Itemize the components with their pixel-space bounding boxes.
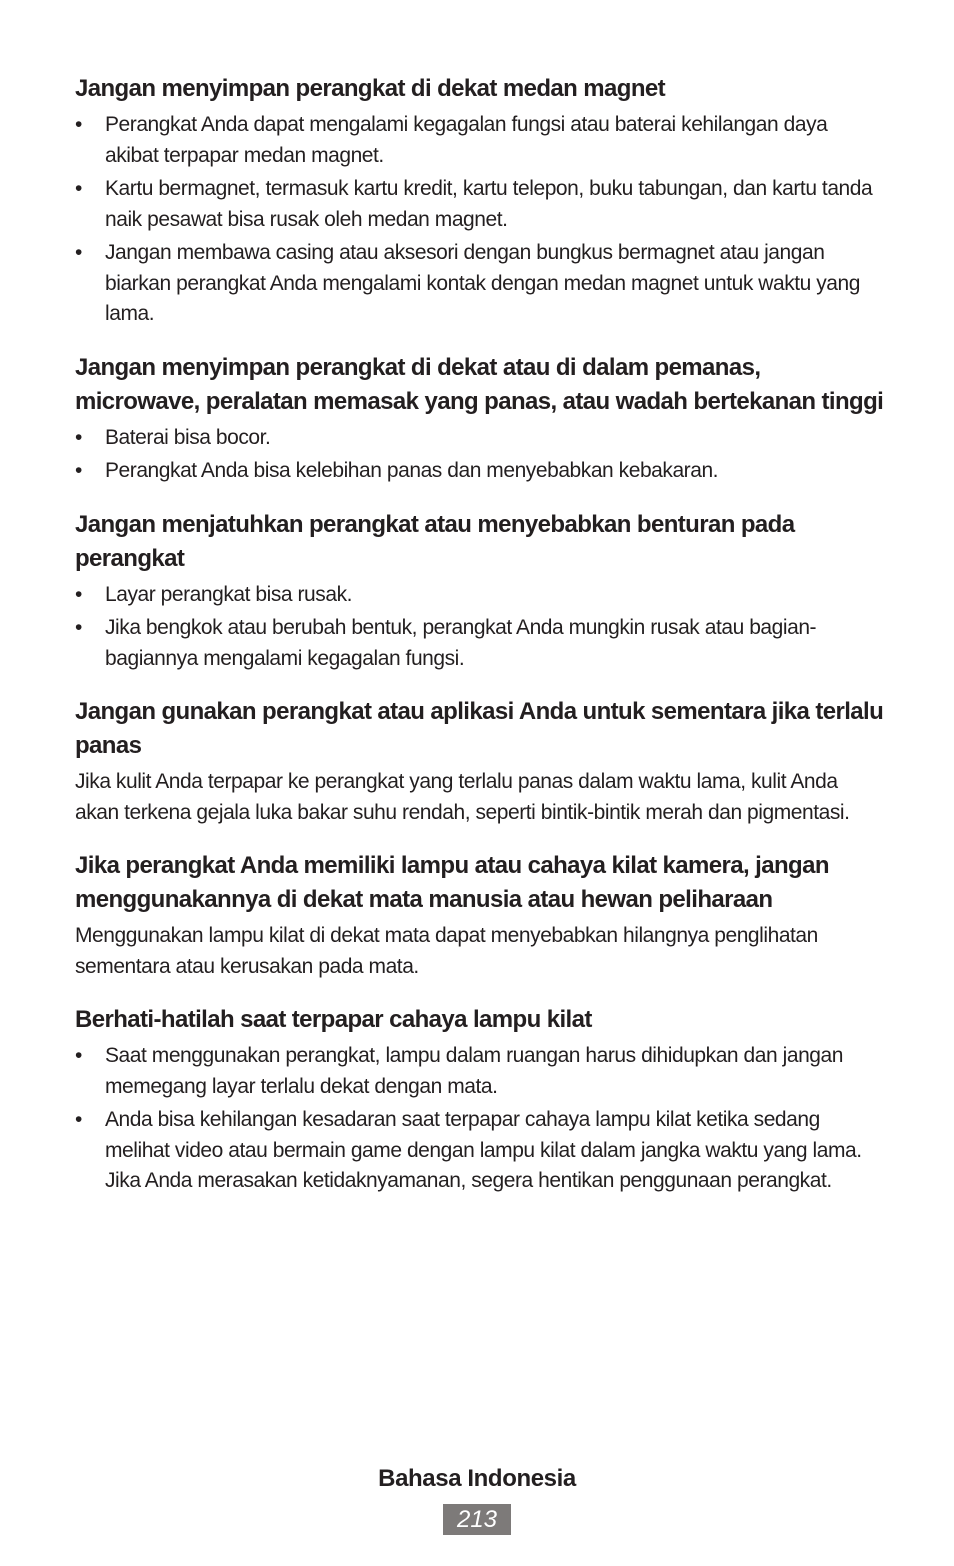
- section-magnet: [75, 72, 885, 330]
- list-item-text: Jika bengkok atau berubah bentuk, perangkat Anda mungkin rusak atau bagian-bagiannya mengalami kegagalan fungsi.: [105, 616, 817, 670]
- list-item: [75, 456, 885, 487]
- list-item: [75, 174, 885, 235]
- list-item-text: Layar perangkat bisa rusak.: [105, 582, 352, 606]
- list-item: [75, 238, 885, 330]
- section-drop-impact: [75, 508, 885, 675]
- bullet-list: [75, 110, 885, 330]
- bullet-icon: •: [75, 1044, 82, 1067]
- bullet-icon: •: [75, 459, 82, 482]
- list-item: [75, 1041, 885, 1102]
- section-heading: Berhati-hatilah saat terpapar cahaya lampu kilat: [75, 1006, 592, 1033]
- list-item-text: Jangan membawa casing atau aksesori dengan bungkus bermagnet atau jangan biarkan perangkat Anda mengalami kontak dengan medan magnet untuk waktu yang lama.: [105, 241, 860, 325]
- page-number-badge: 213: [443, 1504, 511, 1535]
- section-paragraph: Jika kulit Anda terpapar ke perangkat yang terlalu panas dalam waktu lama, kulit Anda akan terkena gejala luka bakar suhu rendah, seperti bintik-bintik merah dan pigmentasi.: [75, 770, 850, 824]
- bullet-icon: •: [75, 616, 82, 639]
- bullet-icon: •: [75, 1108, 82, 1131]
- bullet-list: [75, 1041, 885, 1197]
- section-heading: Jangan menyimpan perangkat di dekat medan magnet: [75, 75, 666, 102]
- list-item: [75, 423, 885, 454]
- list-item: [75, 613, 885, 674]
- bullet-icon: •: [75, 582, 82, 606]
- list-item: [75, 580, 885, 611]
- list-item: [75, 110, 885, 171]
- section-heading: Jangan gunakan perangkat atau aplikasi Anda untuk sementara jika terlalu panas: [75, 698, 884, 759]
- bullet-icon: •: [75, 241, 82, 264]
- list-item-text: Perangkat Anda bisa kelebihan panas dan menyebabkan kebakaran.: [105, 459, 719, 482]
- bullet-list: [75, 423, 885, 487]
- list-item-text: Anda bisa kehilangan kesadaran saat terpapar cahaya lampu kilat ketika sedang melihat video atau bermain game dengan lampu kilat dalam jangka waktu yang lama. Jika Anda merasakan ketidaknyamanan, segera hentikan penggunaan perangkat.: [105, 1108, 862, 1192]
- document-body: [75, 72, 885, 1218]
- bullet-icon: •: [75, 113, 82, 136]
- bullet-icon: •: [75, 177, 82, 200]
- list-item-text: Perangkat Anda dapat mengalami kegagalan fungsi atau baterai kehilangan daya akibat terpapar medan magnet.: [105, 113, 828, 167]
- list-item: [75, 1105, 885, 1197]
- section-heading: Jangan menyimpan perangkat di dekat atau di dalam pemanas, microwave, peralatan memasak yang panas, atau wadah bertekanan tinggi: [75, 353, 884, 415]
- section-paragraph: Menggunakan lampu kilat di dekat mata dapat menyebabkan hilangnya penglihatan sementara atau kerusakan pada mata.: [75, 924, 818, 978]
- section-overheating: [75, 695, 885, 828]
- section-heading: Jika perangkat Anda memiliki lampu atau cahaya kilat kamera, jangan menggunakannya di dekat mata manusia atau hewan peliharaan: [75, 852, 829, 913]
- section-flashing-lights: [75, 1003, 885, 1197]
- section-heat-sources: [75, 351, 885, 487]
- section-camera-flash-eyes: [75, 849, 885, 982]
- bullet-icon: •: [75, 425, 82, 449]
- footer-language: Bahasa Indonesia: [378, 1465, 576, 1492]
- list-item-text: Kartu bermagnet, termasuk kartu kredit, kartu telepon, buku tabungan, dan kartu tanda naik pesawat bisa rusak oleh medan magnet.: [105, 177, 873, 231]
- bullet-list: [75, 580, 885, 675]
- section-heading: Jangan menjatuhkan perangkat atau menyebabkan benturan pada perangkat: [75, 510, 795, 572]
- list-item-text: Saat menggunakan perangkat, lampu dalam ruangan harus dihidupkan dan jangan memegang layar terlalu dekat dengan mata.: [105, 1044, 843, 1098]
- list-item-text: Baterai bisa bocor.: [105, 425, 271, 449]
- page-footer: [0, 1462, 954, 1535]
